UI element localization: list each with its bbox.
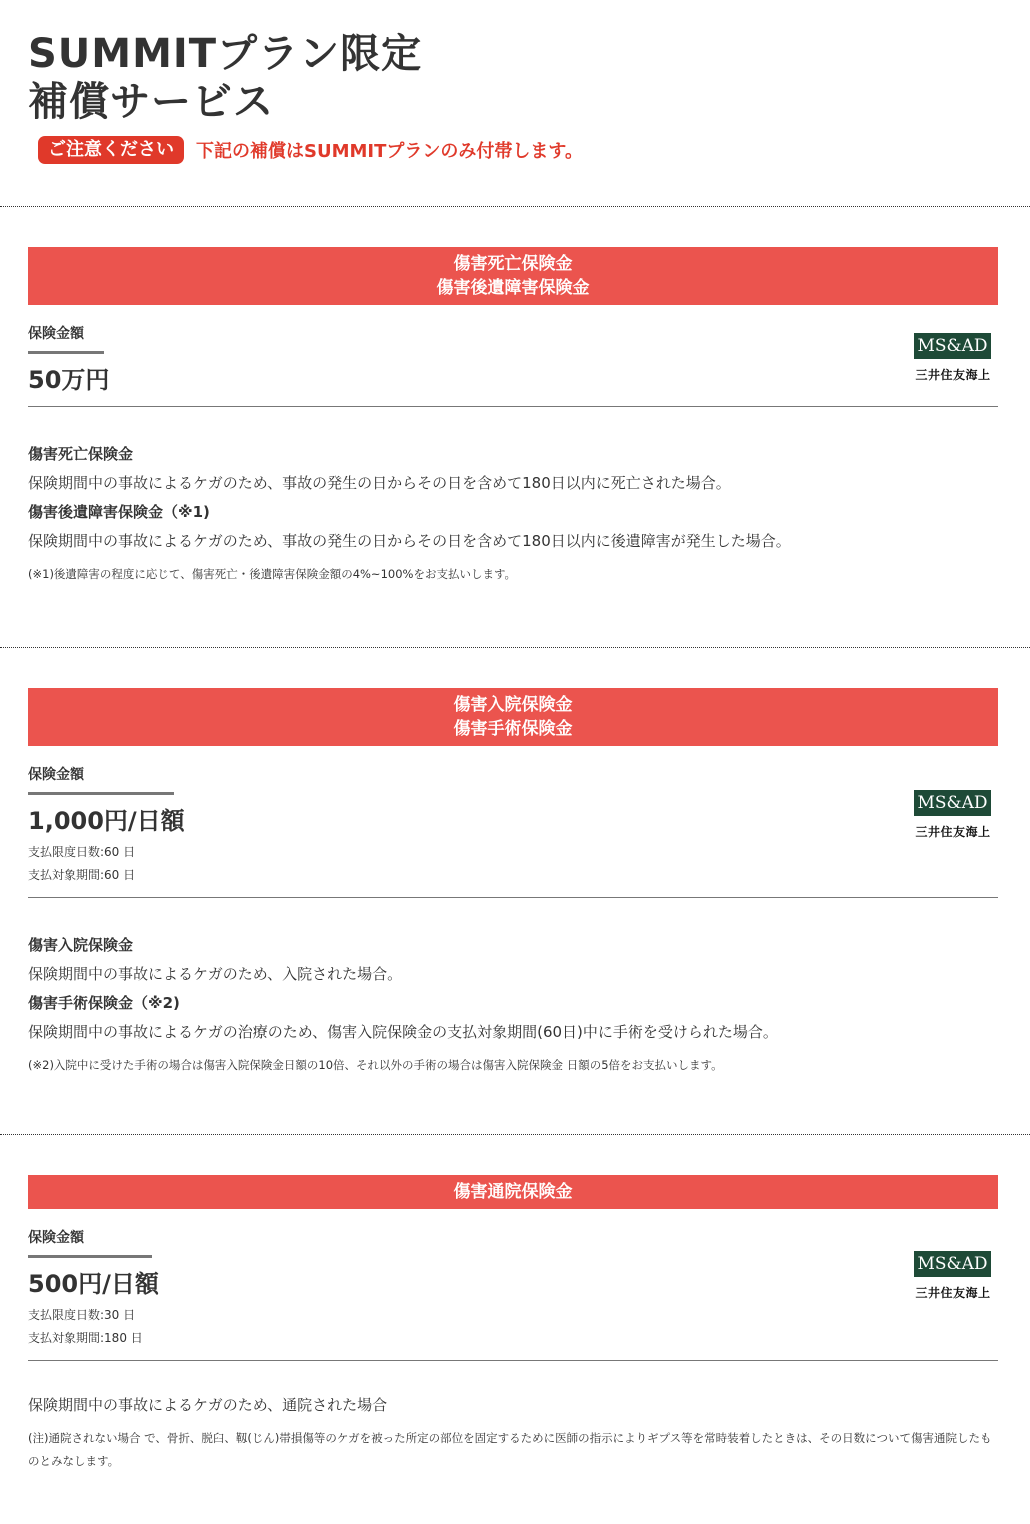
- logo-mark: MS&AD: [914, 1251, 991, 1277]
- item-body: 保険期間中の事故によるケガのため、入院された場合。: [28, 965, 403, 983]
- amount-block: [28, 1209, 998, 1361]
- amount-value: 500円/日額: [28, 1270, 159, 1298]
- logo-name: 三井住友海上: [915, 368, 991, 382]
- item-heading: 傷害手術保険金（※2): [28, 994, 180, 1012]
- coverage-section-hospital: [0, 648, 1030, 1134]
- coverage-section-death: [0, 207, 1030, 647]
- logo-mark: MS&AD: [914, 790, 991, 816]
- banner-line: 傷害入院保険金: [453, 695, 573, 715]
- logo-mark: MS&AD: [914, 333, 991, 359]
- coverage-banner: [28, 247, 998, 305]
- amount-value: 1,000円/日額: [28, 807, 185, 835]
- footnote: (※2)入院中に受けた手術の場合は傷害入院保険金日額の10倍、それ以外の手術の場合は傷害入院保険金 日額の5倍をお支払いします。: [28, 1058, 723, 1072]
- banner-line: 傷害死亡保険金: [453, 254, 573, 274]
- footnote: (注)通院されない場合 で、骨折、脱臼、靱(じん)帯損傷等のケガを被った所定の部位を固定するために医師の指示によりギプス等を常時装着したときは、その日数について傷害通院したものとみなします。: [28, 1431, 992, 1468]
- payment-period: 支払対象期間:180 日: [28, 1331, 143, 1345]
- banner-line: 傷害通院保険金: [453, 1182, 573, 1202]
- amount-label: 保険金額: [28, 1227, 152, 1258]
- amount-label: 保険金額: [28, 323, 104, 354]
- payment-period: 支払対象期間:60 日: [28, 868, 136, 882]
- page-title-line2: 補償サービス: [28, 79, 274, 125]
- msad-logo: [914, 1251, 992, 1301]
- coverage-description: [28, 898, 998, 1077]
- logo-name: 三井住友海上: [915, 825, 991, 839]
- page-header: [0, 0, 1030, 206]
- item-body: 保険期間中の事故によるケガの治療のため、傷害入院保険金の支払対象期間(60日)中に手術を受けられた場合。: [28, 1023, 778, 1041]
- item-heading: 傷害死亡保険金: [28, 445, 134, 463]
- coverage-description: [28, 1361, 998, 1473]
- item-heading: 傷害入院保険金: [28, 936, 134, 954]
- banner-line: 傷害後遺障害保険金: [436, 278, 590, 298]
- amount-block: [28, 746, 998, 898]
- item-body: 保険期間中の事故によるケガのため、事故の発生の日からその日を含めて180日以内に後遺障害が発生した場合。: [28, 532, 791, 550]
- coverage-banner: [28, 688, 998, 746]
- amount-label: 保険金額: [28, 764, 174, 795]
- item-heading: 傷害後遺障害保険金（※1): [28, 503, 210, 521]
- amount-value: 50万円: [28, 366, 110, 394]
- coverage-banner: [28, 1175, 998, 1209]
- footnote: (※1)後遺障害の程度に応じて、傷害死亡・後遺障害保険金額の4%~100%をお支払いします。: [28, 567, 517, 581]
- page-title: [28, 30, 1002, 126]
- msad-logo: [914, 333, 992, 383]
- page-title-line1: SUMMITプラン限定: [28, 31, 423, 77]
- msad-logo: [914, 790, 992, 840]
- item-body: 保険期間中の事故によるケガのため、通院された場合: [28, 1396, 388, 1414]
- amount-block: [28, 305, 998, 407]
- coverage-description: [28, 407, 998, 586]
- notice-badge: ご注意ください: [38, 136, 184, 164]
- logo-name: 三井住友海上: [915, 1286, 991, 1300]
- notice-text: 下記の補償はSUMMITプランのみ付帯します。: [196, 141, 583, 162]
- limit-days: 支払限度日数:30 日: [28, 1308, 136, 1322]
- banner-line: 傷害手術保険金: [453, 719, 573, 739]
- coverage-section-outpatient: [0, 1135, 1030, 1524]
- limit-days: 支払限度日数:60 日: [28, 845, 136, 859]
- item-body: 保険期間中の事故によるケガのため、事故の発生の日からその日を含めて180日以内に死亡された場合。: [28, 474, 731, 492]
- notice: [38, 136, 1002, 164]
